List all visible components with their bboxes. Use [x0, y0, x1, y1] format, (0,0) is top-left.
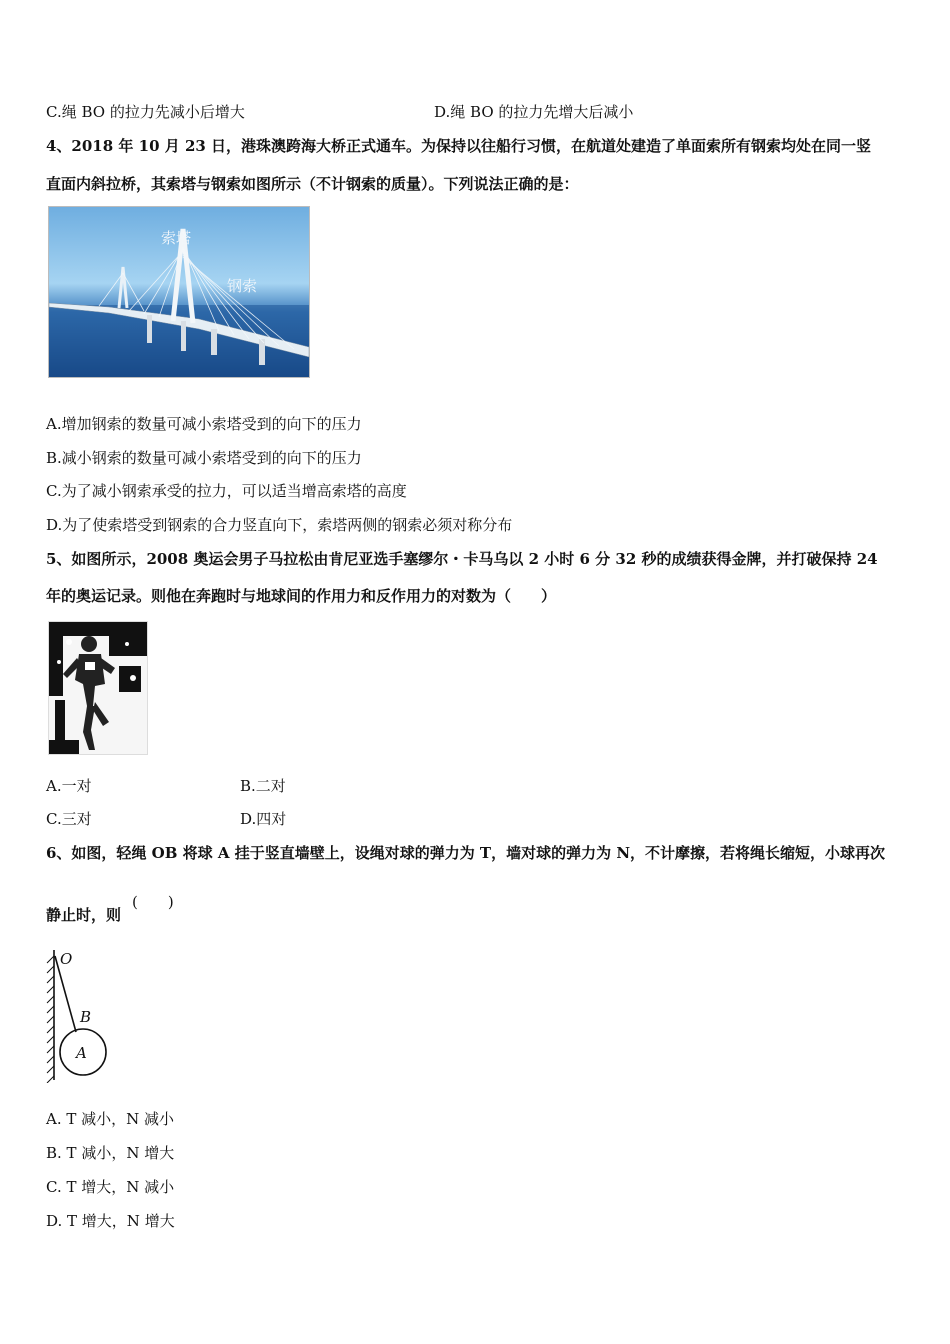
- point-o-label: O: [60, 950, 73, 968]
- q4-option-b: B.减小钢索的数量可减小索塔受到的向下的压力: [46, 449, 362, 467]
- q6-answer-paren: ( ): [132, 893, 174, 911]
- q4-option-d: D.为了使索塔受到钢索的合力竖直向下，索塔两侧的钢索必须对称分布: [46, 516, 513, 534]
- q3-option-c: C.绳 BO 的拉力先减小后增大: [46, 103, 245, 121]
- q5-option-a: A.一对: [46, 777, 92, 795]
- runner-drawing: [49, 622, 147, 754]
- q5-option-b: B.二对: [240, 777, 286, 795]
- q5-option-d: D.四对: [240, 810, 287, 828]
- ball-a-label: A: [76, 1044, 87, 1062]
- q6-option-c: C. T 增大，N 减小: [46, 1178, 175, 1196]
- q4-stem-line2: 直面内斜拉桥，其索塔与钢索如图所示（不计钢索的质量）。下列说法正确的是：: [46, 175, 579, 193]
- q5-stem-line1: 5、如图所示，2008 奥运会男子马拉松由肯尼亚选手塞缪尔・卡马乌以 2 小时 6 分 32 秒的成绩获得金牌，并打破保持 24: [46, 550, 878, 568]
- wall-ball-diagram: [46, 948, 116, 1083]
- q6-option-b: B. T 减小，N 增大: [46, 1144, 175, 1162]
- q4-option-c: C.为了减小钢索承受的拉力，可以适当增高索塔的高度: [46, 482, 407, 500]
- q6-stem-line2: 静止时，则: [46, 906, 122, 924]
- runner-photo: [48, 621, 148, 755]
- q4-stem-line1: 4、2018 年 10 月 23 日，港珠澳跨海大桥正式通车。为保持以往船行习惯，在航道处建造了单面索所有钢索均处在同一竖: [46, 137, 872, 155]
- q6-option-a: A. T 减小，N 减小: [46, 1110, 175, 1128]
- bridge-drawing: [49, 207, 309, 377]
- point-b-label: B: [80, 1008, 92, 1026]
- q6-stem-line1: 6、如图，轻绳 OB 将球 A 挂于竖直墙壁上，设绳对球的弹力为 T，墙对球的弹力为 N，不计摩擦，若将绳长缩短，小球再次: [46, 844, 886, 862]
- q5-stem-line2: 年的奥运记录。则他在奔跑时与地球间的作用力和反作用力的对数为（ ）: [46, 587, 557, 605]
- q4-option-a: A.增加钢索的数量可减小索塔受到的向下的压力: [46, 415, 362, 433]
- cable-label: 钢索: [227, 278, 258, 295]
- wall-hatching: [47, 956, 54, 1083]
- bridge-photo: [48, 206, 310, 378]
- tower-label: 索塔: [161, 230, 192, 247]
- wall-ball-drawing: [46, 948, 116, 1083]
- q5-option-c: C.三对: [46, 810, 92, 828]
- q6-option-d: D. T 增大，N 增大: [46, 1212, 175, 1230]
- q3-option-d: D.绳 BO 的拉力先增大后减小: [434, 103, 634, 121]
